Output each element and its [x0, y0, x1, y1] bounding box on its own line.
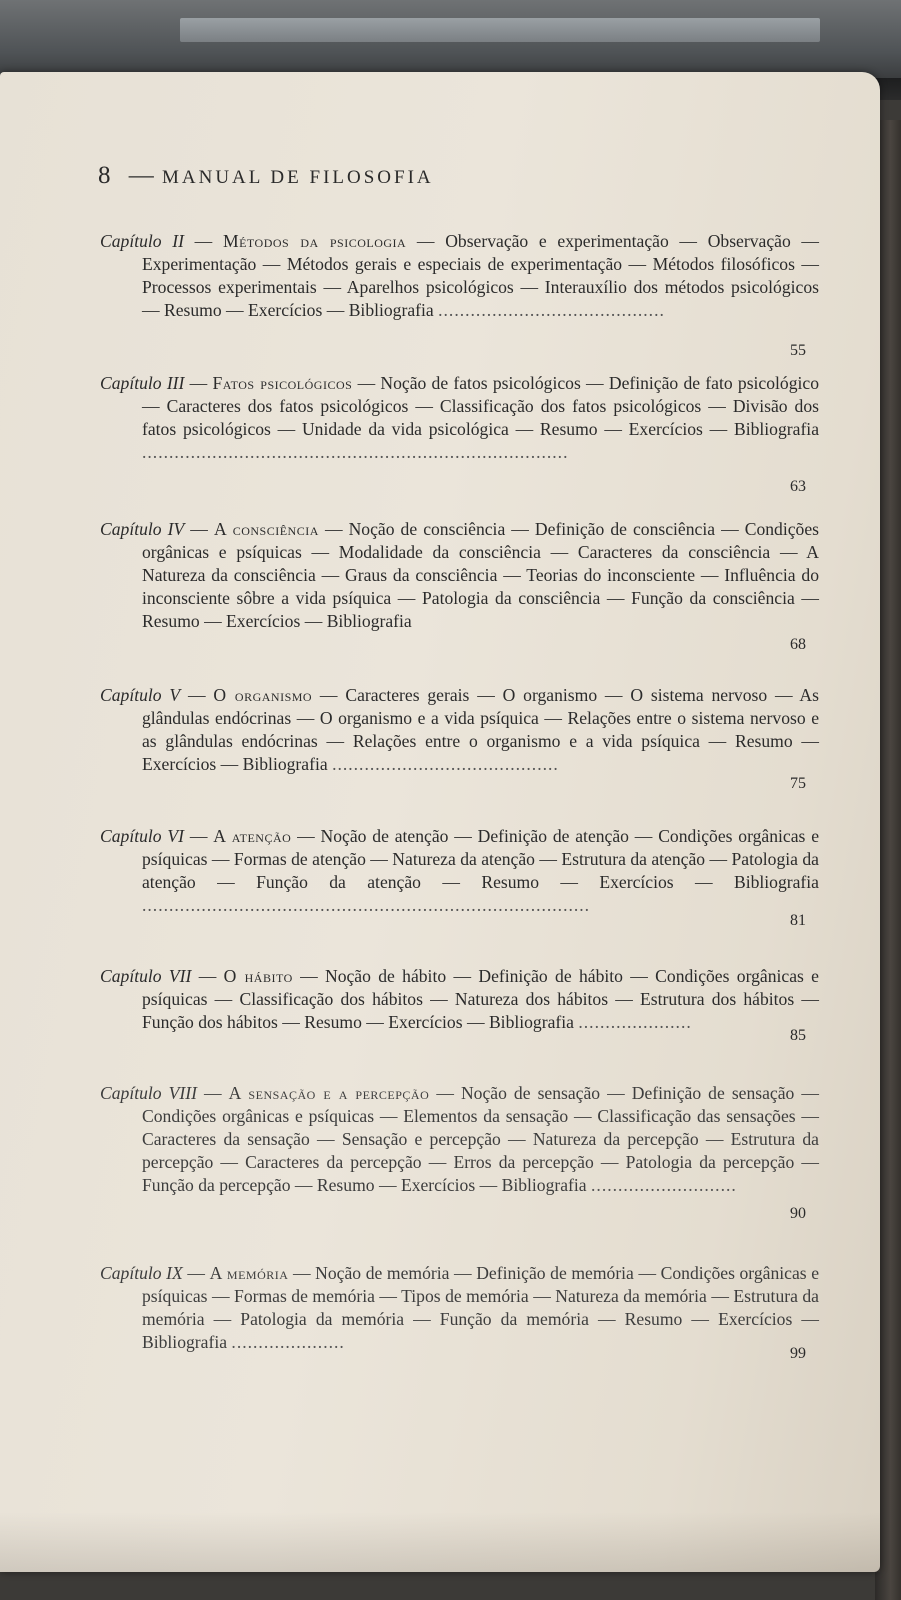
page-ref-chapter-6: 81 — [790, 912, 806, 929]
chapter-label: Capítulo II — [100, 231, 184, 251]
chapter-topic: O organismo — [213, 685, 313, 705]
chapter-contents: — Noção de atenção — Definição de atenção — Condições orgânicas e psíquicas — Formas de atenção — Natureza da atenção — Estrutura da atenção — Patologia da atenção — Função da atenção — Resumo — Exercícios — Bibliografia — [142, 826, 820, 892]
chapter-label: Capítulo VIII — [100, 1083, 197, 1103]
page-ref-chapter-4: 68 — [790, 636, 806, 653]
page-ref-chapter-3: 63 — [790, 478, 806, 495]
chapter-label: Capítulo III — [100, 373, 185, 393]
chapter-label: Capítulo IV — [100, 519, 185, 539]
book-page — [0, 72, 880, 1572]
running-head-separator: — — [128, 162, 155, 189]
page-number: 8 — [98, 162, 112, 189]
page-ref-chapter-2: 55 — [790, 342, 806, 359]
toc-entry-chapter-4: Capítulo IV — A consciência — Noção de consciência — Definição de consciência — Condições orgânicas e psíquicas — Modalidade da consciência — Caracteres da consciência — A Natureza da consciência — Graus da consciência — Teorias do inconsciente — Influência do inconsciente sôbre a vida psíquica — Patologia da consciência — Função da consciência — Resumo — Exercícios — Bibliografia — [100, 519, 820, 631]
chapter-label: Capítulo IX — [100, 1263, 183, 1283]
book-title: MANUAL DE FILOSOFIA — [162, 167, 434, 188]
chapter-label: Capítulo VII — [100, 966, 192, 986]
chapter-contents: — Noção de sensação — Definição de sensação — Condições orgânicas e psíquicas — Elementos da sensação — Classificação das sensações — Caracteres da sensação — Sensação e percepção — Natureza da percepção — Estrutura da percepção — Caracteres da percepção — Erros da percepção — Patologia da percepção — Função da percepção — Resumo — Exercícios — Bibliografia — [142, 1083, 819, 1195]
chapter-topic: A sensação e a percepção — [228, 1083, 430, 1103]
chapter-contents: — Caracteres gerais — O organismo — O sistema nervoso — As glândulas endócrinas — O organismo e a vida psíquica — Relações entre o sistema nervoso e as glândulas endócrinas — Relações entre o organismo e a vida psíquica — Resumo — Exercícios — Bibliografia — [142, 685, 819, 774]
chapter-topic: Fatos psicológicos — [212, 373, 353, 393]
leader-dots: ..................... — [231, 1332, 345, 1352]
toc-entry-chapter-7: Capítulo VII — O hábito — Noção de hábito — Definição de hábito — Condições orgânicas e psíquicas — Classificação dos hábitos — Natureza dos hábitos — Estrutura dos hábitos — Função dos hábitos — Resumo — Exercícios — Bibliografia ..................... — [100, 966, 819, 1032]
chapter-topic: A consciência — [213, 519, 319, 539]
leader-dots: ..................... — [578, 1012, 692, 1032]
chapter-contents: — Observação e experimentação — Observação — Experimentação — Métodos gerais e especiais de experimentação — Métodos filosóficos — Processos experimentais — Aparelhos psicológicos — Interauxílio dos métodos psicológicos — Resumo — Exercícios — Bibliografia — [142, 231, 820, 320]
toc-entry-chapter-5: Capítulo V — O organismo — Caracteres gerais — O organismo — O sistema nervoso — As glândulas endócrinas — O organismo e a vida psíquica — Relações entre o sistema nervoso e as glândulas endócrinas — Relações entre o organismo e a vida psíquica — Resumo — Exercícios — Bibliografia .......................................... — [100, 685, 819, 774]
chapter-contents: — Noção de hábito — Definição de hábito — Condições orgânicas e psíquicas — Classificação dos hábitos — Natureza dos hábitos — Estrutura dos hábitos — Função dos hábitos — Resumo — Exercícios — Bibliografia — [142, 966, 819, 1032]
chapter-topic: A memória — [209, 1263, 289, 1283]
leader-dots: ............................................................................... — [142, 442, 569, 462]
page-ref-chapter-5: 75 — [790, 775, 806, 792]
leader-dots: ................................................................................... — [142, 895, 591, 915]
page-ref-chapter-8: 90 — [790, 1205, 806, 1222]
toc-entry-chapter-3: Capítulo III — Fatos psicológicos — Noção de fatos psicológicos — Definição de fato psicológico — Caracteres dos fatos psicológicos — Classificação dos fatos psicológicos — Divisão dos fatos psicológicos — Unidade da vida psicológica — Resumo — Exercícios — Bibliografia ............................................................................... — [100, 373, 820, 462]
toc-entry-chapter-2: Capítulo II — Métodos da psicologia — Observação e experimentação — Observação — Experimentação — Métodos gerais e especiais de experimentação — Métodos filosóficos — Processos experimentais — Aparelhos psicológicos — Interauxílio dos métodos psicológicos — Resumo — Exercícios — Bibliografia .......................................... — [100, 231, 820, 320]
leader-dots: .......................................... — [332, 754, 559, 774]
shelf-rail — [180, 18, 820, 42]
chapter-contents: — Noção de fatos psicológicos — Definição de fato psicológico — Caracteres dos fatos psicológicos — Classificação dos fatos psicológicos — Divisão dos fatos psicológicos — Unidade da vida psicológica — Resumo — Exercícios — Bibliografia — [142, 373, 820, 439]
chapter-contents: — Noção de memória — Definição de memória — Condições orgânicas e psíquicas — Formas de memória — Tipos de memória — Natureza da memória — Estrutura da memória — Patologia da memória — Função da memória — Resumo — Exercícios — Bibliografia — [142, 1263, 820, 1352]
chapter-label: Capítulo VI — [100, 826, 185, 846]
page-shadow — [0, 1512, 880, 1572]
page-ref-chapter-9: 99 — [790, 1345, 806, 1362]
page-ref-chapter-7: 85 — [790, 1027, 806, 1044]
toc-entry-chapter-8: Capítulo VIII — A sensação e a percepção — Noção de sensação — Definição de sensação — Condições orgânicas e psíquicas — Elementos da sensação — Classificação das sensações — Caracteres da sensação — Sensação e percepção — Natureza da percepção — Estrutura da percepção — Caracteres da percepção — Erros da percepção — Patologia da percepção — Função da percepção — Resumo — Exercícios — Bibliografia ........................... — [100, 1083, 819, 1195]
leader-dots: .......................................... — [438, 300, 665, 320]
leader-dots: ........................... — [591, 1175, 737, 1195]
toc-entry-chapter-9: Capítulo IX — A memória — Noção de memória — Definição de memória — Condições orgânicas e psíquicas — Formas de memória — Tipos de memória — Natureza da memória — Estrutura da memória — Patologia da memória — Função da memória — Resumo — Exercícios — Bibliografia ..................... — [100, 1263, 820, 1352]
chapter-topic: A atenção — [213, 826, 292, 846]
chapter-label: Capítulo V — [100, 685, 181, 705]
chapter-topic: Métodos da psicologia — [222, 231, 407, 251]
chapter-contents: — Noção de consciência — Definição de consciência — Condições orgânicas e psíquicas — Modalidade da consciência — Caracteres da consciência — A Natureza da consciência — Graus da consciência — Teorias do inconsciente — Influência do inconsciente sôbre a vida psíquica — Patologia da consciência — Função da consciência — Resumo — Exercícios — Bibliografia — [142, 519, 820, 631]
chapter-topic: O hábito — [223, 966, 293, 986]
running-head — [98, 162, 434, 190]
toc-entry-chapter-6: Capítulo VI — A atenção — Noção de atenção — Definição de atenção — Condições orgânicas e psíquicas — Formas de atenção — Natureza da atenção — Estrutura da atenção — Patologia da atenção — Função da atenção — Resumo — Exercícios — Bibliografia ................................................................................... — [100, 826, 820, 915]
